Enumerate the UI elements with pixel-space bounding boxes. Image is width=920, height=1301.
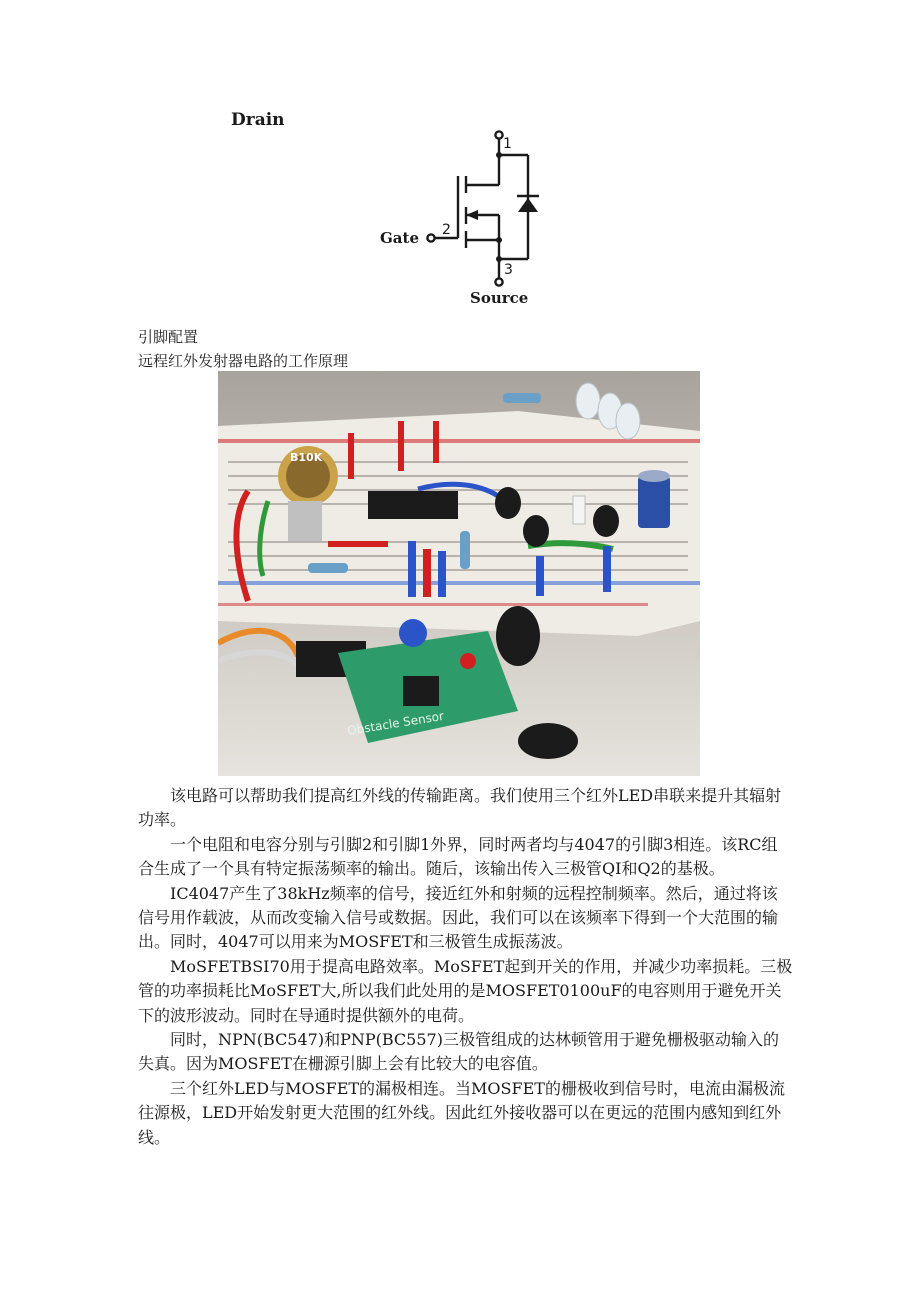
drain-label: Drain bbox=[231, 110, 285, 130]
source-label: Source bbox=[470, 289, 529, 307]
pin-2-label: 2 bbox=[442, 222, 451, 238]
pin-config-caption: 引脚配置 bbox=[138, 328, 199, 346]
pin-3-label: 3 bbox=[504, 262, 513, 278]
mosfet-symbol-diagram bbox=[370, 126, 560, 310]
paragraph: MoSFETBSI70用于提高电路效率。MoSFET起到开关的作用，并减少功率损耗。三极管的功率损耗比MoSFET大,所以我们此处用的是MOSFET0100uF的电容则用于避免开关下的波形波动。同时在导通时提供额外的电荷。 bbox=[138, 956, 793, 1025]
body-text bbox=[138, 784, 793, 1150]
module-label: Obstacle Sensor bbox=[346, 708, 445, 738]
paragraph: 同时，NPN(BC547)和PNP(BC557)三极管组成的达林顿管用于避免栅极驱动输入的失真。因为MOSFET在栅源引脚上会有比较大的电容值。 bbox=[138, 1030, 779, 1074]
pin-1-label: 1 bbox=[503, 136, 512, 152]
paragraph: IC4047产生了38kHz频率的信号，接近红外和射频的远程控制频率。然后，通过将该信号用作载波，从而改变输入信号或数据。因此，我们可以在该频率下得到一个大范围的输出。同时，4047可以用来为MOSFET和三极管生成振荡波。 bbox=[138, 883, 779, 952]
paragraph: 一个电阻和电容分别与引脚2和引脚1外界，同时两者均与4047的引脚3相连。该RC组合生成了一个具有特定振荡频率的输出。随后，该输出传入三极管QI和Q2的基极。 bbox=[138, 834, 778, 879]
paragraph: 该电路可以帮助我们提高红外线的传输距离。我们使用三个红外LED串联来提升其辐射功率。 bbox=[138, 786, 782, 830]
gate-label: Gate bbox=[380, 229, 420, 247]
circuit-photo bbox=[218, 371, 700, 776]
paragraph: 三个红外LED与MOSFET的漏极相连。当MOSFET的栅极收到信号时，电流由漏极流往源极，LED开始发射更大范围的红外线。因此红外接收器可以在更远的范围内感知到红外线。 bbox=[138, 1078, 785, 1147]
pot-label: B10K bbox=[290, 451, 323, 464]
principle-heading: 远程红外发射器电路的工作原理 bbox=[138, 352, 349, 370]
